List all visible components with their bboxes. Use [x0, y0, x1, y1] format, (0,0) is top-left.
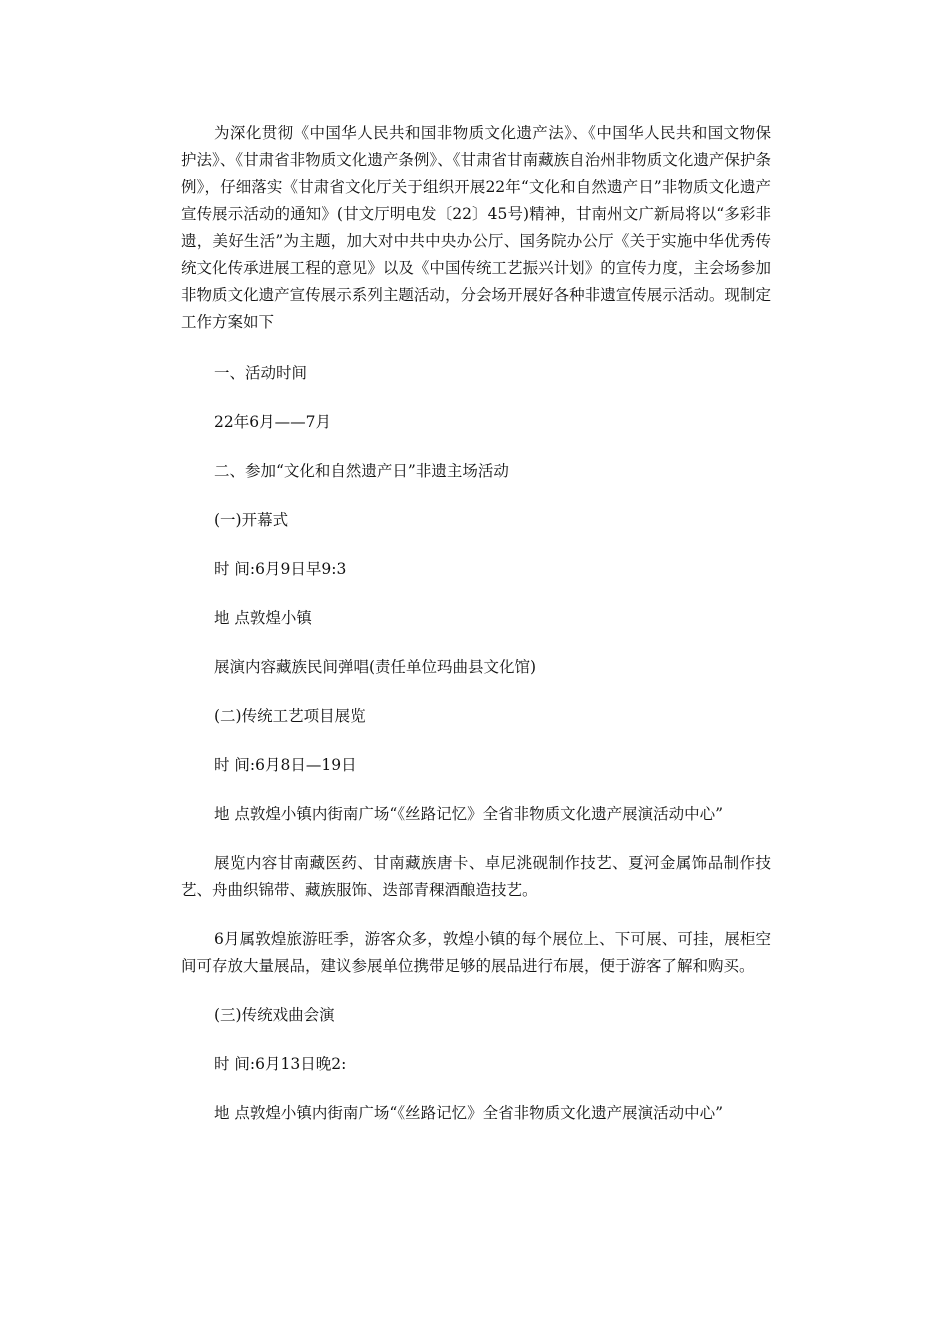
- document-body: [181, 120, 771, 1127]
- opera-time: 时 间:6月13日晚2:: [214, 1055, 347, 1073]
- section-heading-activity-time: 一、活动时间: [214, 364, 308, 382]
- opening-time: 时 间:6月9日早9:3: [214, 560, 347, 578]
- opening-location: 地 点敦煌小镇: [214, 609, 312, 627]
- subsection-heading-craft-exhibition: (二)传统工艺项目展览: [214, 707, 366, 725]
- subsection-heading-opening: (一)开幕式: [214, 511, 289, 529]
- intro-paragraph: 为深化贯彻《中国华人民共和国非物质文化遗产法》、《中国华人民共和国文物保护法》、《甘肃省非物质文化遗产条例》、《甘肃省甘南藏族自治州非物质文化遗产保护条例》，仔细落实《甘肃省文化厅关于组织开展22年“文化和自然遗产日”非物质文化遗产宣传展示活动的通知》(甘文厅明电发〔22〕45号)精神，甘南州文广新局将以“多彩非遗，美好生活”为主题，加大对中共中央办公厅、国务院办公厅《关于实施中华优秀传统文化传承进展工程的意见》以及《中国传统工艺振兴计划》的宣传力度，主会场参加非物质文化遗产宣传展示系列主题活动，分会场开展好各种非遗宣传展示活动。现制定工作方案如下: [181, 124, 771, 331]
- opera-location: 地 点敦煌小镇内街南广场“《丝路记忆》全省非物质文化遗产展演活动中心”: [214, 1104, 724, 1122]
- exhibition-location: 地 点敦煌小镇内街南广场“《丝路记忆》全省非物质文化遗产展演活动中心”: [214, 805, 724, 823]
- exhibition-content: 展览内容甘南藏医药、甘南藏族唐卡、卓尼洮砚制作技艺、夏河金属饰品制作技艺、舟曲织锦带、藏族服饰、迭部青稞酒酿造技艺。: [181, 854, 771, 899]
- subsection-heading-opera: (三)传统戏曲会演: [214, 1006, 335, 1024]
- section-heading-main-event: 二、参加“文化和自然遗产日”非遗主场活动: [214, 462, 509, 480]
- exhibition-time: 时 间:6月8日—19日: [214, 756, 357, 774]
- opening-content: 展演内容藏族民间弹唱(责任单位玛曲县文化馆): [214, 658, 537, 676]
- exhibition-note: 6月属敦煌旅游旺季，游客众多，敦煌小镇的每个展位上、下可展、可挂，展柜空间可存放大量展品，建议参展单位携带足够的展品进行布展，便于游客了解和购买。: [181, 930, 771, 975]
- activity-time-value: 22年6月——7月: [214, 413, 331, 431]
